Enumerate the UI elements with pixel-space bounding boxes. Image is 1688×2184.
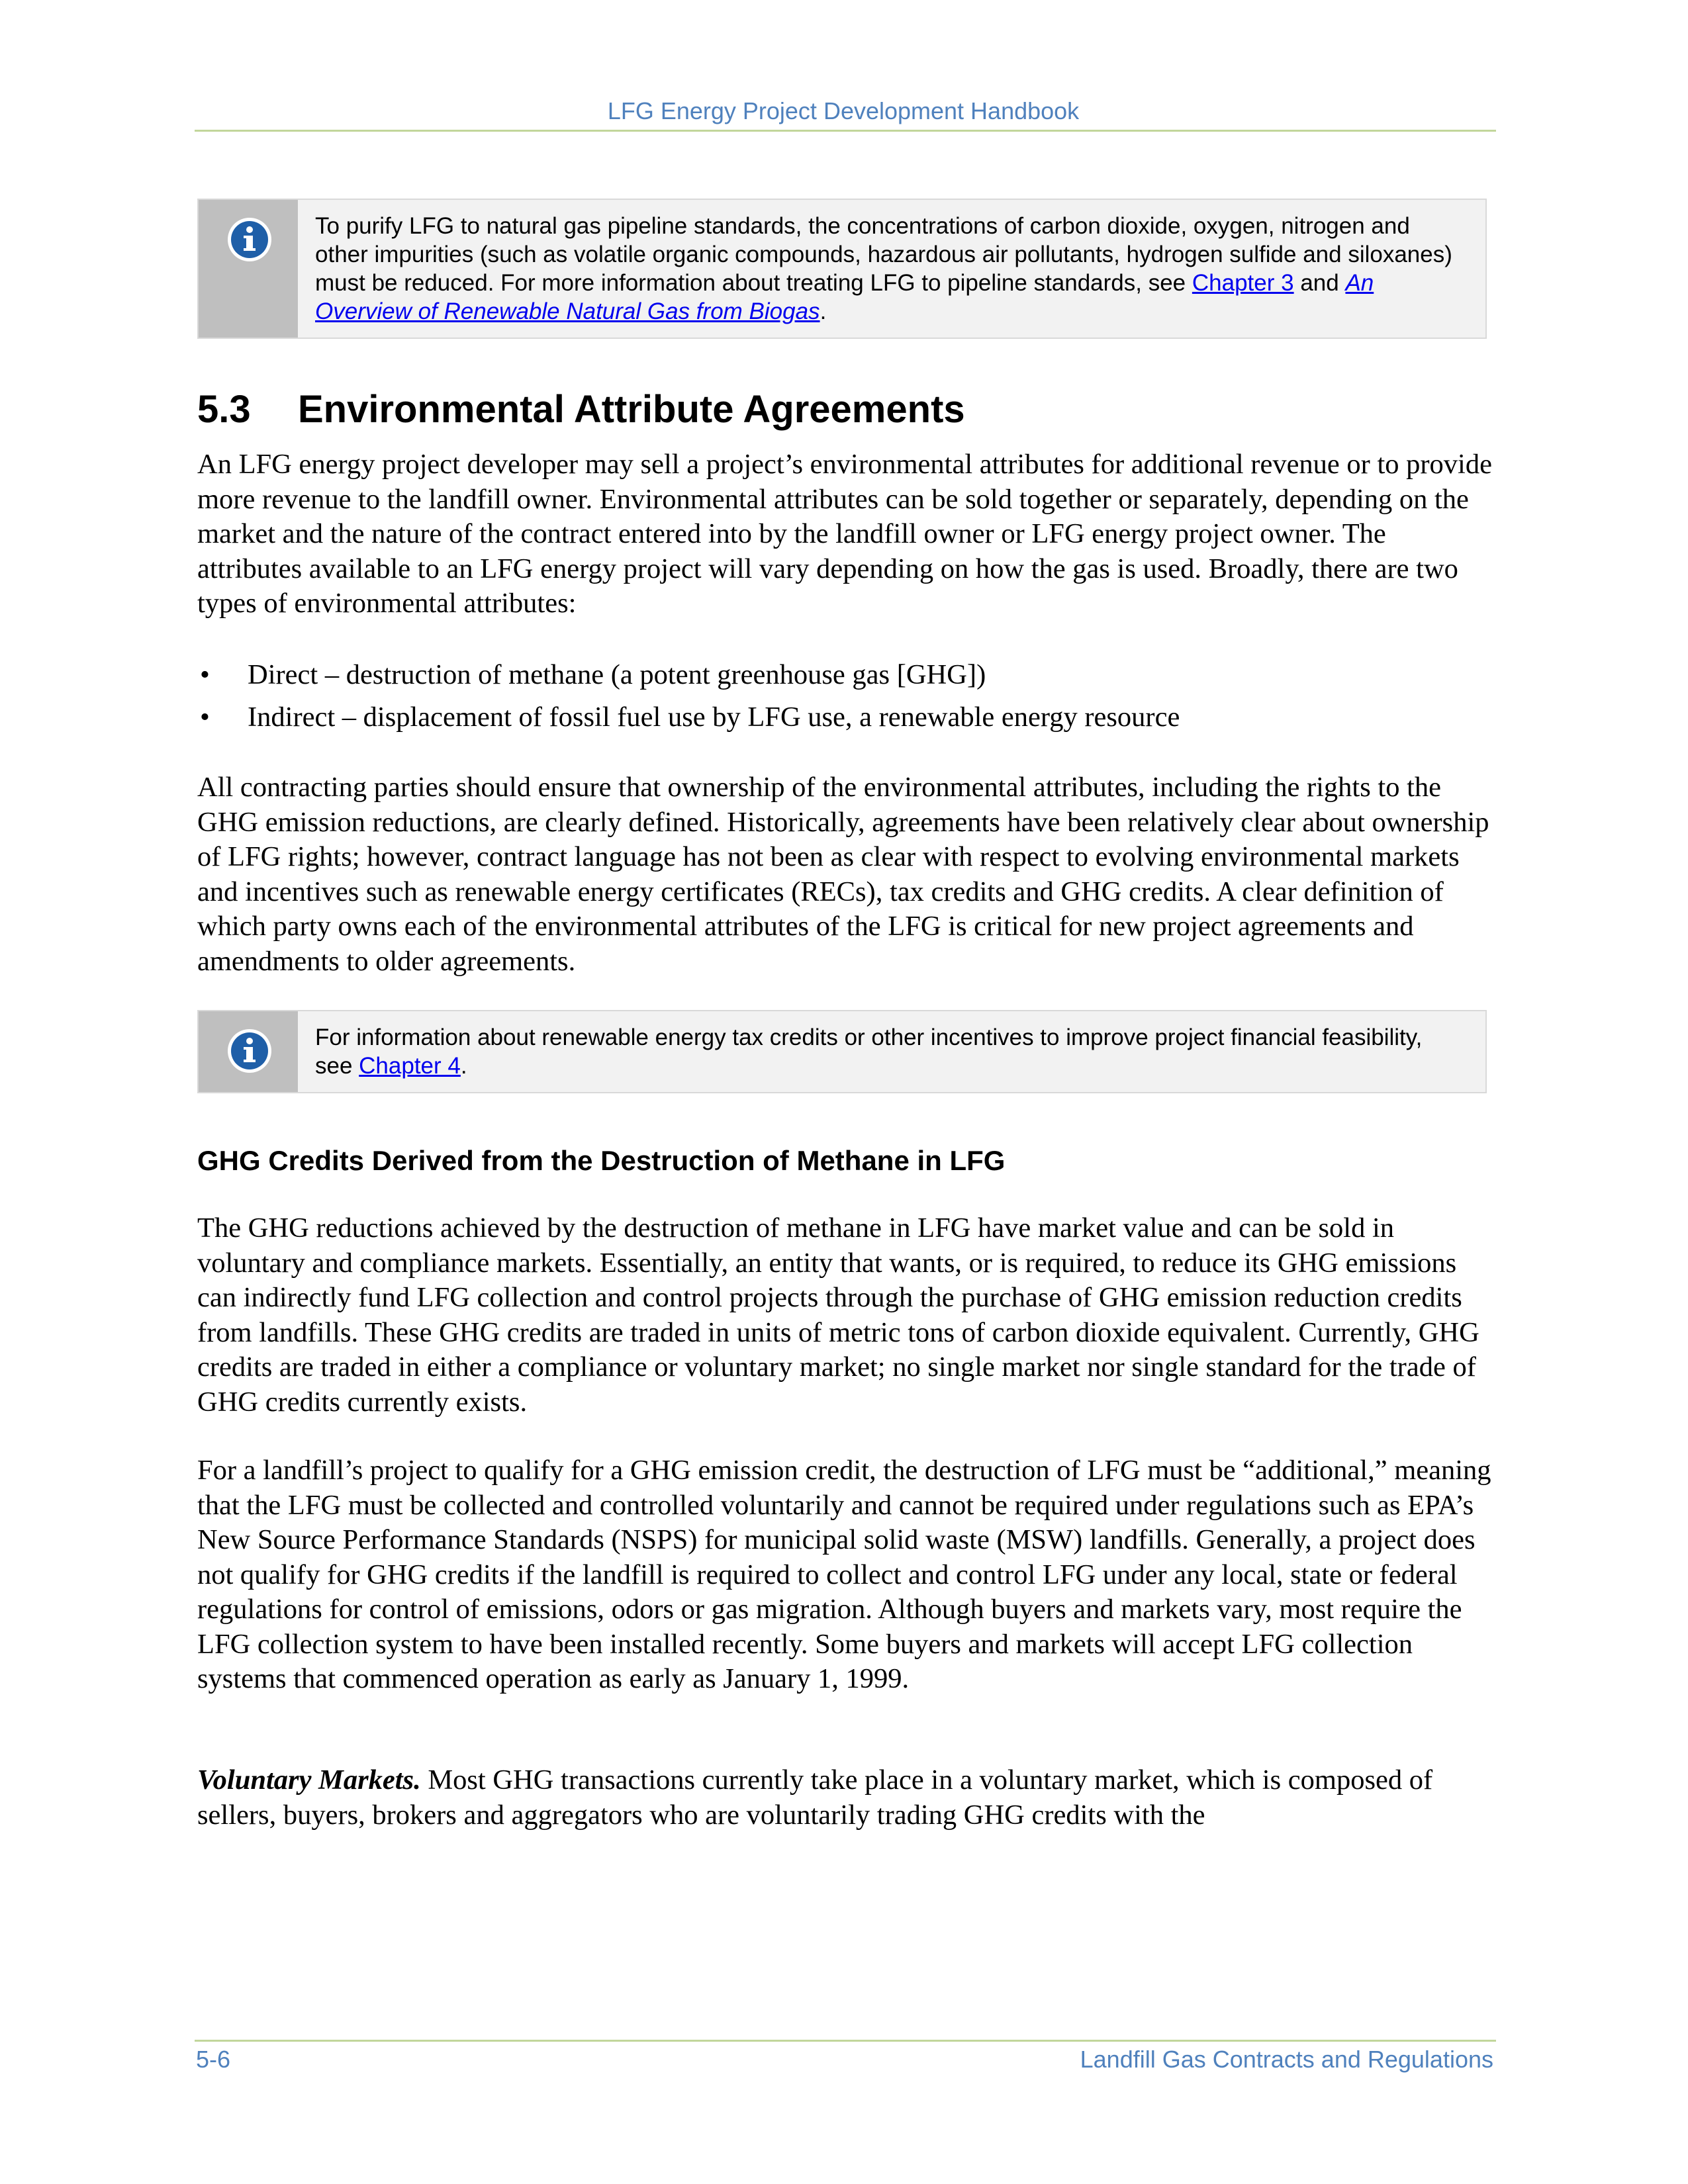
list-item-text: Direct – destruction of methane (a potent greenhouse gas [GHG]) (248, 659, 986, 690)
subsection-heading: GHG Credits Derived from the Destruction of Methane in LFG (197, 1145, 1006, 1176)
running-header: LFG Energy Project Development Handbook (607, 97, 1080, 124)
paragraph-ghg-reductions: The GHG reductions achieved by the destruction of methane in LFG have market value and can be sold in voluntary and compliance markets. Essentially, an entity that wants, or is required, to reduce its GHG emissions can indirectly fund LFG collection and control projects through the purchase of GHG emission reduction credits from landfills. These GHG credits are traded in units of metric tons of carbon dioxide equivalent. Currently, GHG credits are traded in either a compliance or voluntary market; no single market nor single standard for the trade of GHG credits currently exists. (197, 1212, 1479, 1418)
info-icon (226, 216, 273, 263)
bullet-glyph: • (200, 659, 210, 690)
section-heading (197, 387, 965, 433)
footer-rule (195, 2040, 1496, 2042)
list-item-text: Indirect – displacement of fossil fuel use by LFG use, a renewable energy resource (248, 701, 1180, 733)
page-number: 5-6 (196, 2046, 231, 2073)
info-callout-tax-credits (197, 1010, 1487, 1093)
info-text-part: To purify LFG to natural gas pipeline standards, the concentrations of carbon dioxide, oxygen, nitrogen and other impurities (such as volatile organic compounds, hazardous air pollutants, hydrogen sulfide and siloxanes) must be reduced. For more information about treating LFG to pipeline standards, see (315, 213, 1452, 296)
paragraph-voluntary-markets (197, 1763, 1495, 1833)
attribute-type-list (197, 658, 1495, 742)
paragraph-additionality: For a landfill’s project to qualify for a GHG emission credit, the destruction of LFG must be “additional,” meaning that the LFG must be collected and controlled voluntarily and cannot be required under regulations such as EPA’s New Source Performance Standards (NSPS) for municipal solid waste (MSW) landfills. Generally, a project does not qualify for GHG credits if the landfill is required to collect and control LFG under any local, state or federal regulations for control of emissions, odors or gas migration. Although buyers and markets vary, most require the LFG collection system to have been installed recently. Some buyers and markets will accept LFG collection systems that commenced operation as early as January 1, 1999. (197, 1455, 1491, 1694)
info-icon-column (199, 1011, 298, 1092)
info-icon (226, 1027, 273, 1075)
section-title: Environmental Attribute Agreements (298, 388, 965, 431)
paragraph-ownership: All contracting parties should ensure that ownership of the environmental attributes, including the rights to the GHG emission reductions, are clearly defined. Historically, agreements have been relatively clear about ownership of LFG rights; however, contract language has not been as clear with respect to evolving environmental markets and incentives such as renewable energy certificates (RECs), tax credits and GHG credits. A clear definition of which party owns each of the environmental attributes of the LFG is critical for new project agreements and amendments to older agreements. (197, 772, 1489, 977)
header-rule (195, 130, 1496, 132)
list-item (197, 700, 1495, 735)
chapter-3-link[interactable]: Chapter 3 (1192, 270, 1294, 296)
paragraph-intro: An LFG energy project developer may sell a project’s environmental attributes for additional revenue or to provide more revenue to the landfill owner. Environmental attributes can be sold together or separately, depending on the market and the nature of the contract entered into by the landfill owner or LFG energy project owner. The attributes available to an LFG energy project will vary depending on how the gas is used. Broadly, there are two types of environmental attributes: (197, 449, 1492, 619)
info-text-part: and (1293, 270, 1346, 296)
bullet-glyph: • (200, 701, 210, 733)
chapter-4-link[interactable]: Chapter 4 (359, 1053, 461, 1079)
rng-overview-link[interactable]: An Overview of Renewable Natural Gas from Biogas (315, 270, 1374, 324)
info-text-part: . (460, 1053, 467, 1079)
paragraph-text: Most GHG transactions currently take place in a voluntary market, which is composed of sellers, buyers, brokers and aggregators who are voluntarily trading GHG credits with the (197, 1764, 1433, 1831)
info-icon-column (199, 200, 298, 338)
info-text-part: For information about renewable energy tax credits or other incentives to improve project financial feasibility, see (315, 1024, 1423, 1079)
section-number: 5.3 (197, 388, 251, 431)
footer-chapter-title: Landfill Gas Contracts and Regulations (1080, 2046, 1493, 2073)
list-item (197, 658, 1495, 693)
info-callout-text (315, 1023, 1459, 1080)
info-text-part: . (820, 298, 827, 324)
run-in-heading: Voluntary Markets. (197, 1764, 421, 1796)
info-callout-pipeline (197, 199, 1487, 339)
info-callout-text (315, 212, 1459, 326)
